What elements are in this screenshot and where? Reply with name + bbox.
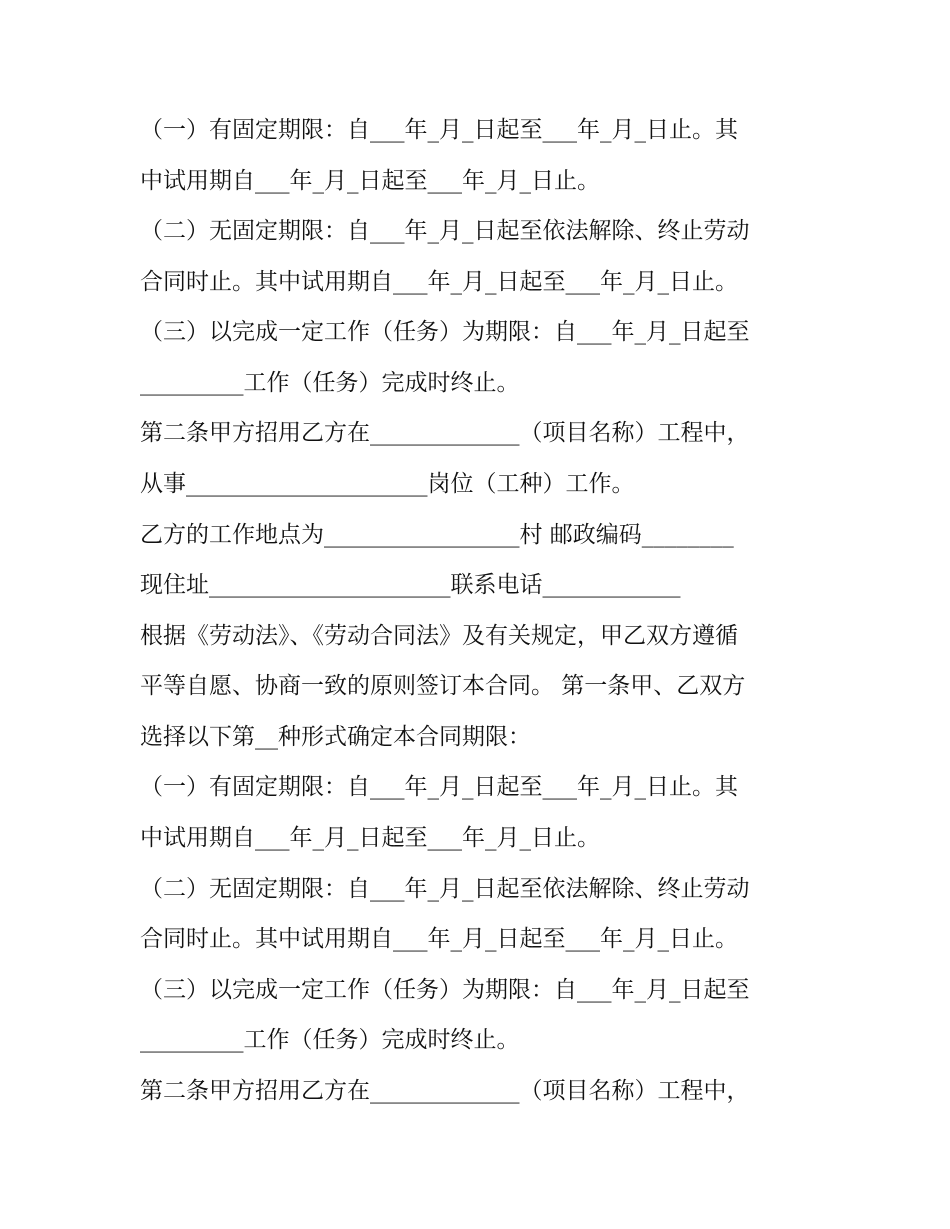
text-line: （三）以完成一定工作（任务）为期限：自___年_月_日起至 [140, 977, 750, 1003]
text-line: 现住址_____________________联系电话____________ [140, 572, 681, 598]
text-line: （一）有固定期限：自___年_月_日起至___年_月_日止。其 [140, 774, 738, 800]
text-line: 中试用期自___年_月_日起至___年_月_日止。 [140, 825, 600, 851]
text-line: 第二条甲方招用乙方在_____________（项目名称）工程中， [140, 420, 750, 446]
text-line: （一）有固定期限：自___年_月_日起至___年_月_日止。其 [140, 117, 738, 143]
text-line: 选择以下第__种形式确定本合同期限： [140, 724, 531, 750]
text-line: 第二条甲方招用乙方在_____________（项目名称）工程中， [140, 1078, 750, 1104]
text-line: （二）无固定期限：自___年_月_日起至依法解除、终止劳动 [140, 218, 750, 244]
text-line: _________工作（任务）完成时终止。 [140, 370, 520, 396]
text-line: 合同时止。其中试用期自___年_月_日起至___年_月_日止。 [140, 926, 738, 952]
text-line: _________工作（任务）完成时终止。 [140, 1027, 520, 1053]
text-line: 合同时止。其中试用期自___年_月_日起至___年_月_日止。 [140, 269, 738, 295]
text-line: 平等自愿、协商一致的原则签订本合同。 第一条甲、乙双方 [140, 673, 746, 699]
text-line: 根据《劳动法》、《劳动合同法》及有关规定，甲乙双方遵循 [140, 623, 738, 649]
text-line: 从事_____________________岗位（工种）工作。 [140, 471, 635, 497]
text-line: （三）以完成一定工作（任务）为期限：自___年_月_日起至 [140, 319, 750, 345]
text-line: （二）无固定期限：自___年_月_日起至依法解除、终止劳动 [140, 876, 750, 902]
text-line: 乙方的工作地点为_________________村 邮政编码________ [140, 522, 734, 548]
text-line: 中试用期自___年_月_日起至___年_月_日止。 [140, 168, 600, 194]
